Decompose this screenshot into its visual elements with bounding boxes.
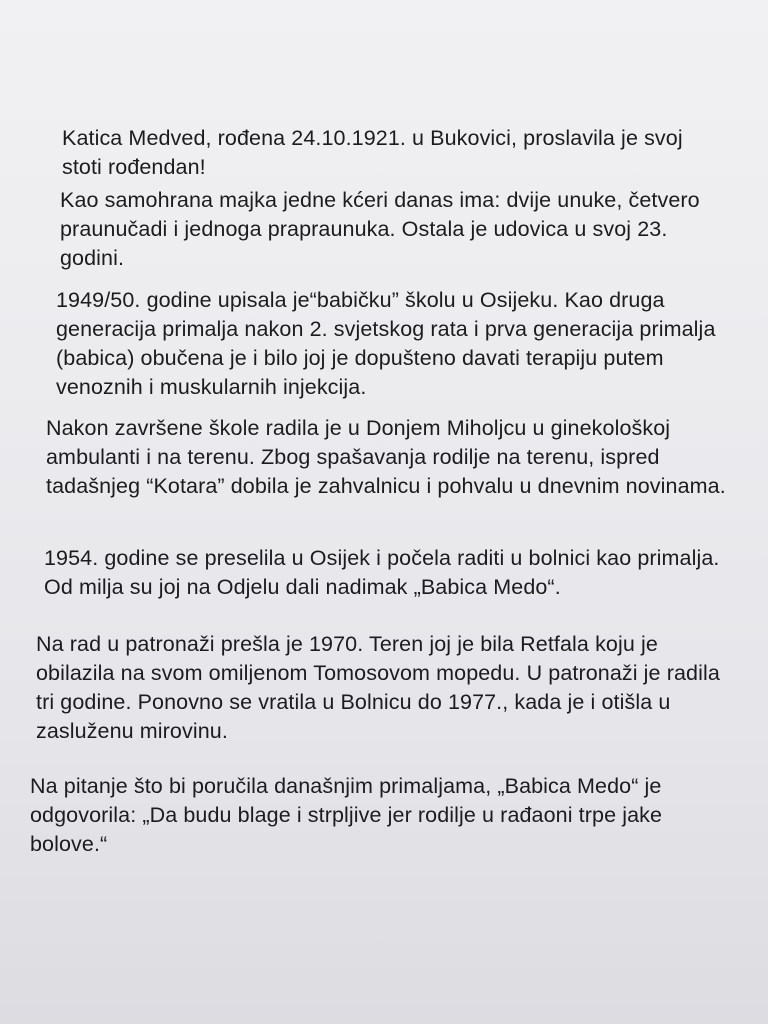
- paragraph-patronage: Na rad u patronaži prešla je 1970. Teren joj je bila Retfala koju je obilazila na svom omiljenom Tomosovom mopedu. U patronaži je radila tri godine. Ponovno se vratila u Bolnicu do 1977., kada je i otišla u zasluženu mirovinu.: [36, 632, 720, 743]
- paragraph-family: Kao samohrana majka jedne kćeri danas ima: dvije unuke, četvero praunučadi i jednoga prapraunuka. Ostala je udovica u svoj 23. godini.: [60, 188, 700, 270]
- paragraph-birth: Katica Medved, rođena 24.10.1921. u Bukovici, proslavila je svoj stoti rođendan!: [62, 126, 683, 179]
- paragraph-first-job: Nakon završene škole radila je u Donjem Miholjcu u ginekološkoj ambulanti i na terenu. Zbog spašavanja rodilje na terenu, ispred tadašnjeg “Kotara” dobila je zahvalnicu i pohvalu u dnevnim novinama.: [46, 416, 726, 498]
- paragraph-education: 1949/50. godine upisala je“babičku” školu u Osijeku. Kao druga generacija primalja nakon 2. svjetskog rata i prva generacija primalja (babica) obučena je i bilo joj je dopušteno davati terapiju putem venoznih i muskularnih injekcija.: [56, 288, 716, 399]
- paragraph-message: Na pitanje što bi poručila današnjim primaljama, „Babica Medo“ je odgovorila: „Da budu blage i strpljive jer rodilje u rađaoni trpe jake bolove.“: [30, 774, 663, 856]
- paragraph-osijek-hospital: 1954. godine se preselila u Osijek i počela raditi u bolnici kao primalja. Od milja su joj na Odjelu dali nadimak „Babica Medo“.: [44, 546, 720, 599]
